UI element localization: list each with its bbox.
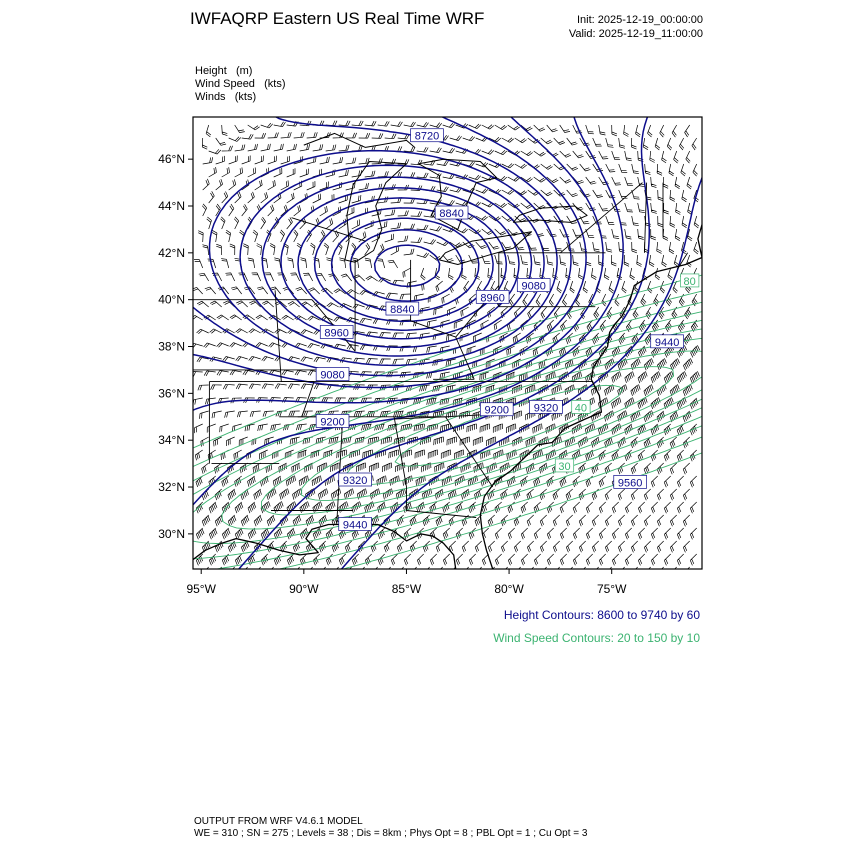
height-contour-label: 8960 [480, 292, 505, 305]
height-contour-label: 9320 [533, 402, 559, 415]
height-contour-label: 9200 [484, 404, 510, 417]
lon-tick-label: 85°W [391, 582, 422, 596]
model-config: WE = 310 ; SN = 275 ; Levels = 38 ; Dis = 8km ; Phys Opt = 8 ; PBL Opt = 1 ; Cu Opt = 3 [194, 828, 588, 839]
lat-tick-label: 40°N [158, 292, 185, 307]
init-time: Init: 2025-12-19_00:00:00 [577, 14, 703, 26]
height-contour-label: 9200 [320, 416, 345, 429]
lon-tick-label: 80°W [494, 582, 524, 596]
wind-contour-label: 80 [683, 275, 696, 288]
height-contour-label: 9080 [521, 280, 546, 293]
wind-contour-note: Wind Speed Contours: 20 to 150 by 10 [493, 631, 700, 645]
lat-tick-label: 34°N [158, 433, 185, 448]
height-contour-label: 8840 [390, 304, 415, 317]
lat-tick-label: 30°N [158, 526, 185, 541]
height-contour-label: 8720 [414, 130, 440, 143]
field-wind-speed: Wind Speed (kts) [195, 78, 286, 90]
lat-tick-label: 42°N [158, 245, 185, 260]
lat-tick-label: 32°N [158, 480, 185, 495]
height-contour-label: 8840 [439, 208, 464, 221]
field-height: Height (m) [195, 65, 253, 77]
lat-tick-label: 44°N [158, 198, 185, 213]
model-footer [194, 816, 587, 840]
height-contour-label: 9080 [320, 369, 345, 382]
height-contour-label: 9440 [342, 519, 368, 532]
wind-contour-label: 30 [558, 460, 571, 473]
height-contour-note: Height Contours: 8600 to 9740 by 60 [503, 608, 700, 622]
plot-title: IWFAQRP Eastern US Real Time WRF [190, 9, 485, 28]
map-background [193, 117, 702, 569]
lon-tick-label: 90°W [289, 582, 319, 596]
height-contour-label: 9440 [654, 336, 680, 349]
height-contour-label: 8960 [324, 327, 349, 340]
height-contour-label: 9560 [617, 477, 643, 490]
lon-tick-label: 95°W [186, 582, 216, 596]
lat-tick-label: 36°N [158, 386, 185, 401]
valid-time: Valid: 2025-12-19_11:00:00 [568, 28, 703, 40]
lat-tick-label: 38°N [158, 339, 185, 354]
lon-tick-label: 75°W [596, 582, 627, 596]
wind-contour-label: 40 [574, 402, 588, 415]
height-contour-label: 9320 [342, 475, 368, 488]
field-winds: Winds (kts) [195, 91, 257, 103]
lat-tick-label: 46°N [158, 152, 185, 167]
model-name: OUTPUT FROM WRF V4.6.1 MODEL [194, 816, 363, 827]
